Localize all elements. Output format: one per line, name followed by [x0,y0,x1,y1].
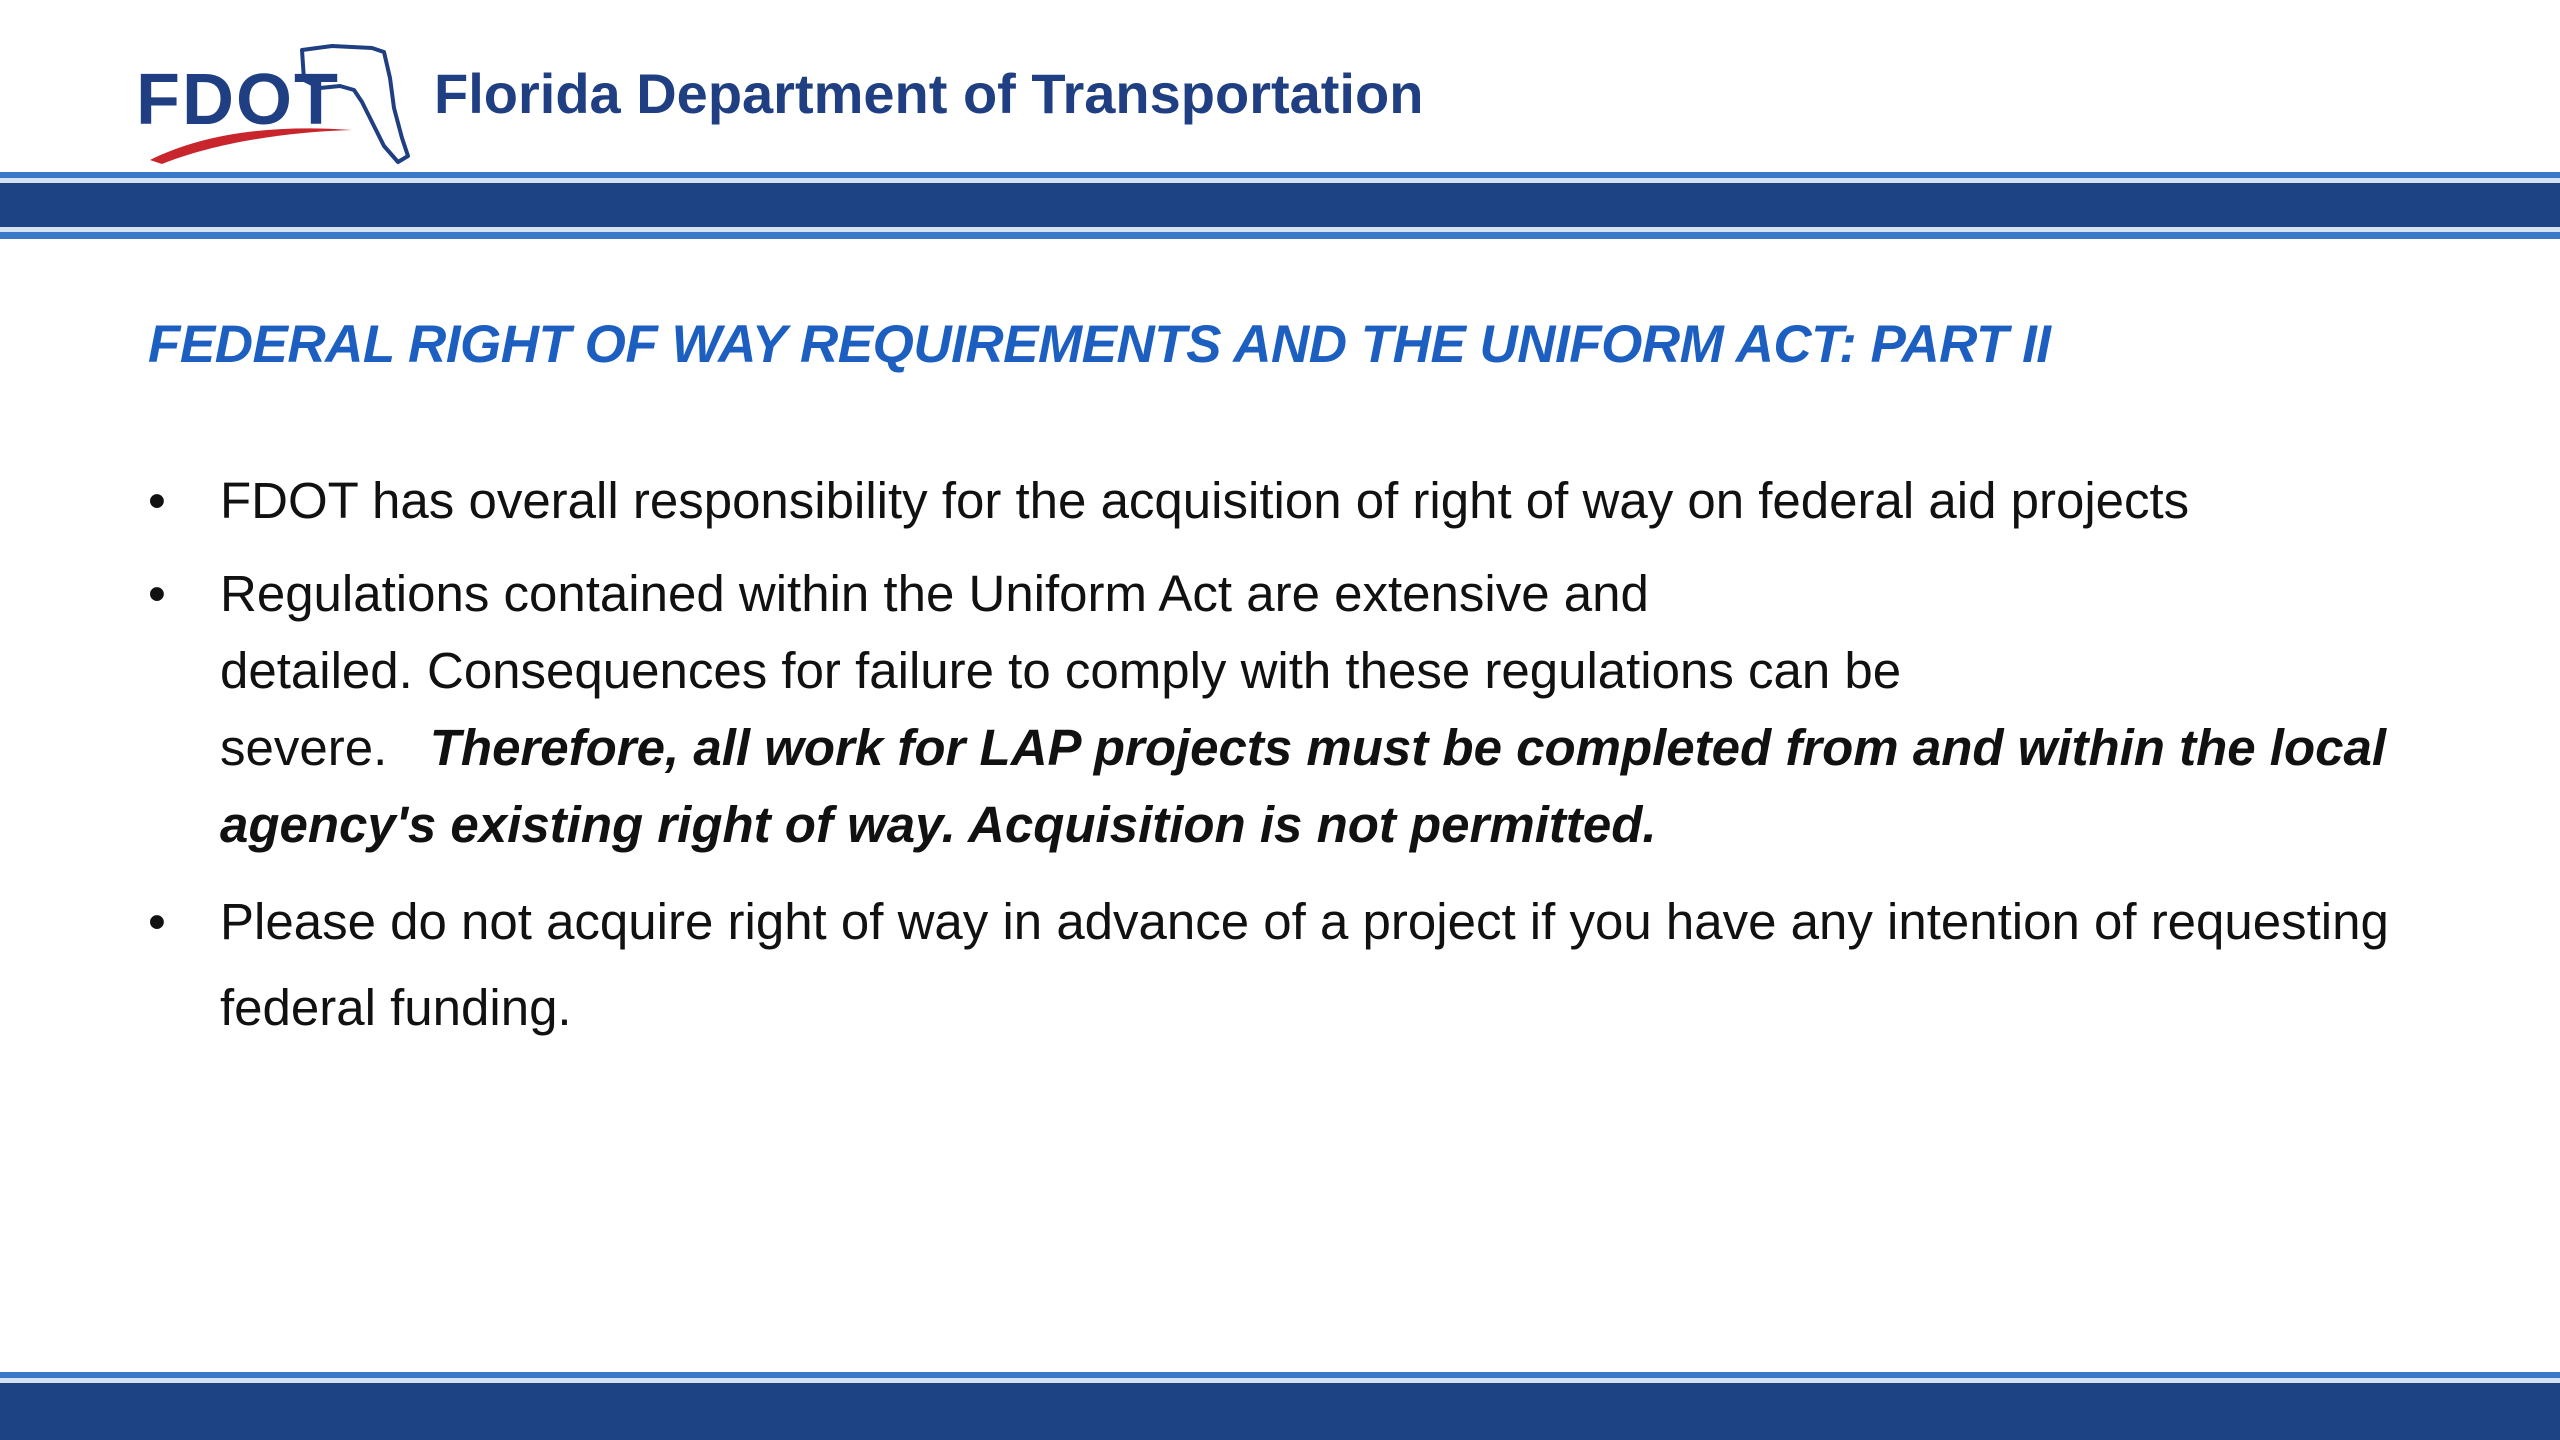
bullet-text: Please do not acquire right of way in advance of a project if you have any intention of requesting federal funding. [220,893,2389,1036]
fdot-logo [132,38,412,168]
bullet-text-line-2: detailed. Consequences for failure to comply with these regulations can be [220,642,1902,699]
header-band-bottom [0,232,2560,239]
bullet-item [148,555,2448,863]
bullet-text: FDOT has overall responsibility for the acquisition of right of way on federal aid projects [220,472,2190,529]
bullet-text-line-1: Regulations contained within the Uniform Act are extensive and [220,565,1649,622]
agency-name: Florida Department of Transportation [434,62,1424,125]
slide-title: FEDERAL RIGHT OF WAY REQUIREMENTS AND THE UNIFORM ACT: PART II [148,315,2051,374]
header-band-main [0,183,2560,227]
bullet-list [148,462,2448,1067]
bullet-text-line-3: severe. [220,719,388,776]
bullet-icon: • [148,472,166,529]
bullet-icon: • [148,893,166,950]
bullet-item [148,462,2448,539]
svg-text:FDOT: FDOT [136,60,340,140]
bullet-item [148,879,2448,1051]
bullet-emphasis: Therefore, all work for LAP projects must be completed from and within the local agency's existing right of way. Acquisition is not permitted. [220,719,2387,853]
bullet-icon: • [148,565,166,622]
footer-band-main [0,1383,2560,1440]
